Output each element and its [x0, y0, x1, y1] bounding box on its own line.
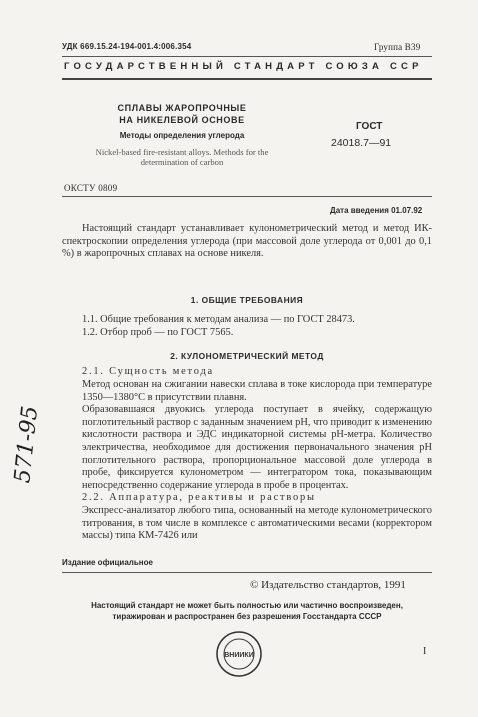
section-1-item-1: 1.1. Общие требования к методам анализа — по ГОСТ 28473.	[82, 314, 355, 325]
intro-paragraph	[62, 223, 432, 261]
section-2-para-1: Метод основан на сжигании навески сплава в токе кислорода при температуре 1350—1380°С в присутствии плавня.	[82, 379, 432, 403]
section-1-item-2: 1.2. Отбор проб — по ГОСТ 7565.	[82, 327, 234, 338]
header-rule-top	[62, 56, 432, 57]
intro-text: Настоящий стандарт устанавливает кулонометрический метод и метод ИК-спектроскопии определения углерода (при массовой доле углерода от 0,001 до 0,1 %) в жаропрочных сплавах на основе никеля.	[62, 223, 432, 260]
official-edition: Издание официальное	[62, 558, 153, 567]
svg-text:ВНИИКИ: ВНИИКИ	[224, 652, 254, 659]
library-stamp	[215, 630, 263, 678]
title-line-1: СПЛАВЫ ЖАРОПРОЧНЫЕ	[117, 103, 247, 113]
title-line-2: НА НИКЕЛЕВОЙ ОСНОВЕ	[119, 115, 245, 125]
handwritten-number: 571-95	[10, 404, 44, 485]
gost-number: 24018.7—91	[331, 137, 392, 149]
gost-label: ГОСТ	[356, 121, 383, 132]
footer-rule	[62, 572, 432, 573]
section-2-para-3: Экспресс-анализатор любого типа, основанный на методе кулонометрического титрования, в том числе в комплексе с автоматическими весами (корректором массы) типа КМ-7426 или	[82, 504, 432, 542]
notice-line-1: Настоящий стандарт не может быть полностью или частично воспроизведен,	[91, 601, 403, 610]
copyright: © Издательство стандартов, 1991	[250, 579, 406, 591]
section-2-sub-2: 2.2. Аппаратура, реактивы и растворы	[82, 492, 316, 504]
title-block-rule	[62, 196, 432, 197]
section-2-body	[82, 379, 432, 543]
intro-date: Дата введения 01.07.92	[330, 206, 423, 215]
handwritten-note	[10, 392, 66, 502]
english-title-2: determination of carbon	[140, 157, 224, 167]
notice-line-2: тиражирован и распространен без разрешения Госстандарта СССР	[112, 612, 382, 621]
udk-code: УДК 669.15.24-194-001.4:006.354	[62, 42, 192, 51]
english-title-1: Nickel-based fire-resistant alloys. Methods for the	[95, 147, 269, 157]
okstu-code: ОКСТУ 0809	[64, 183, 118, 193]
group-code: Группа В39	[374, 42, 421, 52]
section-2-sub-1: 2.1. Сущность метода	[82, 366, 214, 377]
section-2-heading: 2. КУЛОНОМЕТРИЧЕСКИЙ МЕТОД	[170, 351, 324, 361]
page-mark: I	[423, 646, 427, 657]
header-rule-bottom	[62, 78, 432, 80]
section-1-heading: 1. ОБЩИЕ ТРЕБОВАНИЯ	[190, 295, 304, 305]
title-subtitle: Методы определения углерода	[119, 131, 245, 140]
section-2-para-2: Образовавшаяся двуокись углерода поступает в ячейку, содержащую поглотительный раствор с заданным значением pH, что приводит к изменению кислотности раствора и ЭДС индикаторной системы pH-метра. Количество электричества, необходимое для достижения первоначального значения pH поглотительного раствора, пропорциональное массовой доле углерода в пробе, фиксируется кулонометром — интегратором тока, показывающим непосредственно содержание углерода в пробе в процентах.	[82, 404, 432, 491]
standard-type: ГОСУДАРСТВЕННЫЙ СТАНДАРТ СОЮЗА ССР	[64, 61, 423, 72]
stamp-icon	[215, 630, 263, 678]
